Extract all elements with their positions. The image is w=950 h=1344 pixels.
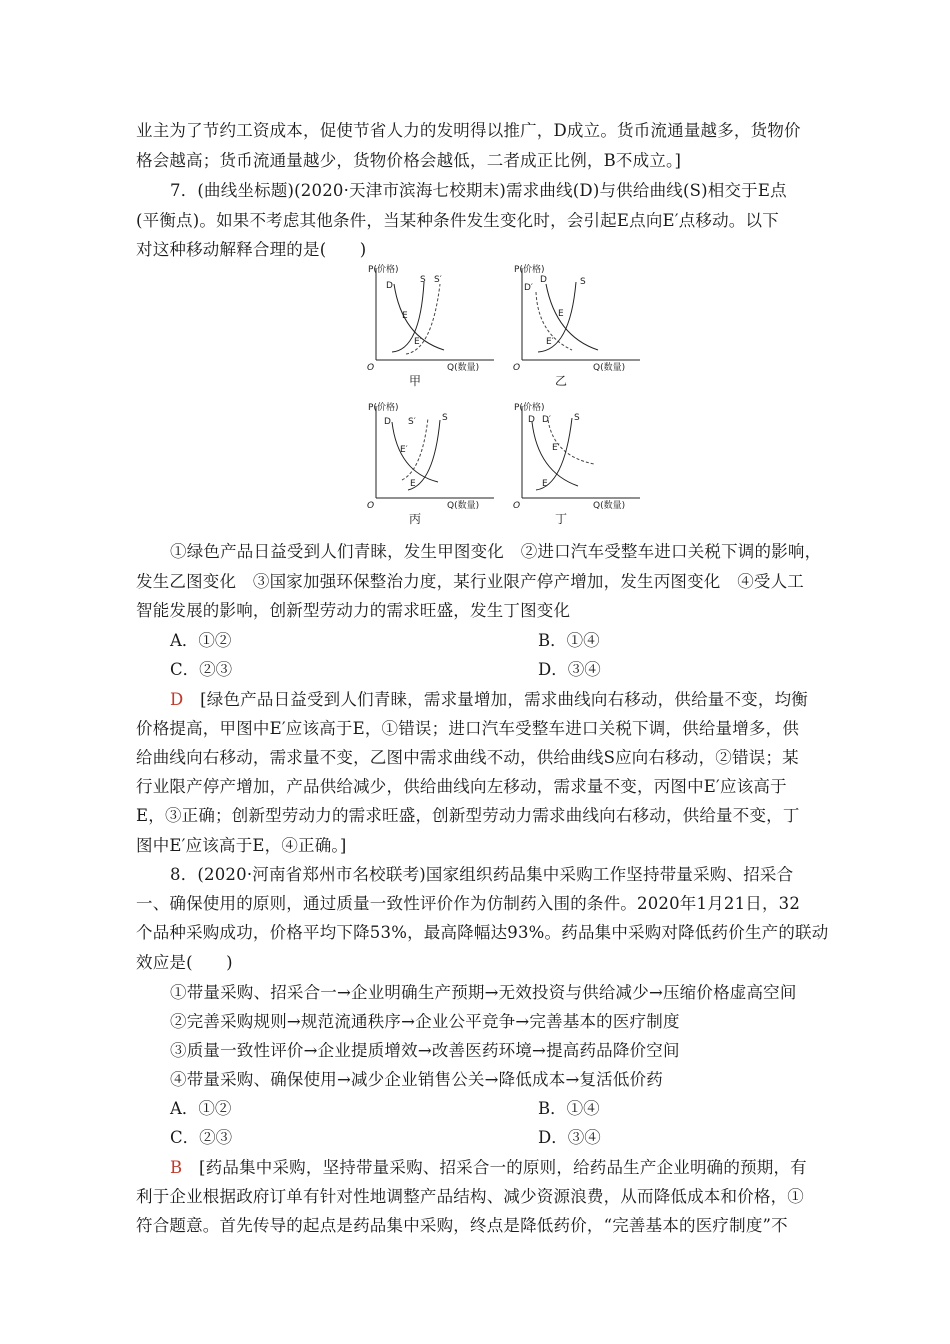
q8-answer: B bbox=[170, 1158, 183, 1177]
graph-jia-d: D bbox=[386, 281, 393, 291]
q8-explanation-text-1: [药品集中采购，坚持带量采购、招采合一的原则，给药品生产企业明确的预期，有 bbox=[199, 1158, 807, 1177]
q8-option-a: A．①② bbox=[170, 1099, 232, 1118]
q8-stem-line-4: 效应是( ) bbox=[136, 953, 233, 972]
q7-explanation-line-6: 图中E′应该高于E，④正确。] bbox=[136, 836, 347, 855]
q7-explanation-line-3: 给曲线向右移动，需求量不变，乙图中需求曲线不动，供给曲线S应向右移动，②错误；某 bbox=[136, 748, 799, 767]
graph-bing-origin: O bbox=[367, 501, 375, 511]
graph-ding-d: D bbox=[528, 415, 535, 425]
graph-yi-p-label: P(价格) bbox=[514, 265, 545, 275]
graph-yi-e: E bbox=[558, 309, 564, 319]
graph-bing-s: S bbox=[442, 413, 448, 423]
graph-yi-caption: 乙 bbox=[555, 374, 568, 388]
graph-jia-s: S bbox=[420, 275, 426, 285]
graph-ding bbox=[508, 400, 648, 525]
q7-explanation-line-1 bbox=[170, 690, 808, 710]
q8-explanation-line-2: 利于企业根据政府订单有针对性地调整产品结构、减少资源浪费，从而降低成本和价格，① bbox=[136, 1187, 804, 1206]
q8-stem-line-2: 一、确保使用的原则，通过质量一致性评价作为仿制药入围的条件。2020年1月21日，32 bbox=[136, 894, 801, 913]
q7-statement-line-2: 发生乙图变化 ③国家加强环保整治力度，某行业限产停产增加，发生丙图变化 ④受人工 bbox=[136, 572, 804, 591]
graph-yi-supply-curve bbox=[538, 282, 576, 352]
graph-ding-p-label: P(价格) bbox=[514, 403, 545, 413]
graph-ding-e: E bbox=[542, 479, 548, 489]
graph-jia-p-label: P(价格) bbox=[368, 265, 399, 275]
q7-statement-line-3: 智能发展的影响，创新型劳动力的需求旺盛，发生丁图变化 bbox=[136, 601, 571, 620]
q7-statement-line-1: ①绿色产品日益受到人们青睐，发生甲图变化 ②进口汽车受整车进口关税下调的影响， bbox=[170, 542, 822, 561]
q8-statement-4: ④带量采购、确保使用→减少企业销售公关→降低成本→复活低价药 bbox=[170, 1070, 663, 1089]
graph-bing-d: D bbox=[384, 417, 391, 427]
graph-yi-origin: O bbox=[513, 363, 521, 373]
q8-stem-line-1: 8．(2020·河南省郑州市名校联考)国家组织药品集中采购工作坚持带量采购、招采合 bbox=[170, 865, 794, 884]
graph-ding-e2: E′ bbox=[552, 443, 560, 453]
graph-bing-q-label: Q(数量) bbox=[447, 501, 480, 511]
graph-bing-demand-curve bbox=[392, 422, 438, 482]
graph-yi bbox=[508, 262, 648, 387]
graph-bing-e: E bbox=[410, 479, 416, 489]
q8-explanation-line-3: 符合题意。首先传导的起点是药品集中采购，终点是降低药价，“完善基本的医疗制度”不 bbox=[136, 1216, 788, 1235]
graph-jia bbox=[362, 262, 502, 387]
q7-option-b: B．①④ bbox=[538, 631, 600, 650]
q7-stem-line-3: 对这种移动解释合理的是( ) bbox=[136, 240, 367, 259]
graph-ding-s: S bbox=[574, 413, 580, 423]
graph-jia-caption: 甲 bbox=[409, 374, 422, 388]
graph-yi-s: S bbox=[580, 277, 586, 287]
graph-jia-e2: E′ bbox=[414, 337, 422, 347]
graph-yi-d: D bbox=[540, 275, 547, 285]
q8-option-c: C．②③ bbox=[170, 1128, 233, 1147]
graph-bing-e2: E′ bbox=[400, 445, 408, 455]
graph-ding-d2: D′ bbox=[542, 415, 551, 425]
graph-yi-demand-curve bbox=[546, 284, 598, 350]
q8-explanation-line-1 bbox=[170, 1158, 807, 1178]
graph-jia-origin: O bbox=[367, 363, 375, 373]
prev-explanation-line-1: 业主为了节约工资成本，促使节省人力的发明得以推广，D成立。货币流通量越多，货物价 bbox=[136, 121, 801, 140]
q8-statement-3: ③质量一致性评价→企业提质增效→改善医药环境→提高药品降价空间 bbox=[170, 1041, 680, 1060]
q7-stem-line-1: 7．(曲线坐标题)(2020·天津市滨海七校期末)需求曲线(D)与供给曲线(S)相交于E点 bbox=[170, 181, 787, 200]
q7-explanation-line-2: 价格提高，甲图中E′应该高于E，①错误；进口汽车受整车进口关税下调，供给量增多，供 bbox=[136, 719, 800, 738]
graph-bing-s2: S′ bbox=[408, 417, 416, 427]
q7-explanation-text-1: [绿色产品日益受到人们青睐，需求量增加，需求曲线向右移动，供给量不变，均衡 bbox=[200, 690, 808, 709]
graph-yi-demand-shift-curve bbox=[536, 292, 572, 350]
graph-yi-d2: D′ bbox=[524, 283, 533, 293]
graph-ding-caption: 丁 bbox=[555, 512, 568, 526]
graph-ding-origin: O bbox=[513, 501, 521, 511]
graph-yi-e2: E′ bbox=[546, 337, 554, 347]
prev-explanation-line-2: 格会越高；货币流通量越少，货物价格会越低，二者成正比例，B不成立。] bbox=[136, 151, 682, 170]
graph-jia-q-label: Q(数量) bbox=[447, 363, 480, 373]
q8-stem-line-3: 个品种采购成功，价格平均下降53%，最高降幅达93%。药品集中采购对降低药价生产的联动 bbox=[136, 923, 829, 942]
q7-explanation-line-5: E，③正确；创新型劳动力的需求旺盛，创新型劳动力需求曲线向右移动，供给量不变，丁 bbox=[136, 806, 800, 825]
graph-bing-caption: 丙 bbox=[409, 512, 422, 526]
graph-jia-e: E bbox=[402, 311, 408, 321]
q7-option-c: C．②③ bbox=[170, 660, 233, 679]
q7-explanation-line-4: 行业限产停产增加，产品供给减少，供给曲线向左移动，需求量不变，丙图中E′应该高于 bbox=[136, 777, 787, 796]
graph-bing-p-label: P(价格) bbox=[368, 403, 399, 413]
q7-answer: D bbox=[170, 690, 184, 709]
q8-option-d: D．③④ bbox=[538, 1128, 601, 1147]
graph-jia-s2: S′ bbox=[434, 275, 442, 285]
q7-stem-line-2: (平衡点)。如果不考虑其他条件，当某种条件发生变化时，会引起E点向E′点移动。以下 bbox=[136, 211, 779, 230]
q8-option-b: B．①④ bbox=[538, 1099, 600, 1118]
graph-ding-q-label: Q(数量) bbox=[593, 501, 626, 511]
q8-statement-2: ②完善采购规则→规范流通秩序→企业公平竞争→完善基本的医疗制度 bbox=[170, 1012, 680, 1031]
q7-option-a: A．①② bbox=[170, 631, 232, 650]
graph-yi-q-label: Q(数量) bbox=[593, 363, 626, 373]
q7-option-d: D．③④ bbox=[538, 660, 601, 679]
q8-statement-1: ①带量采购、招采合一→企业明确生产预期→无效投资与供给减少→压缩价格虚高空间 bbox=[170, 983, 797, 1002]
graph-bing bbox=[362, 400, 502, 525]
